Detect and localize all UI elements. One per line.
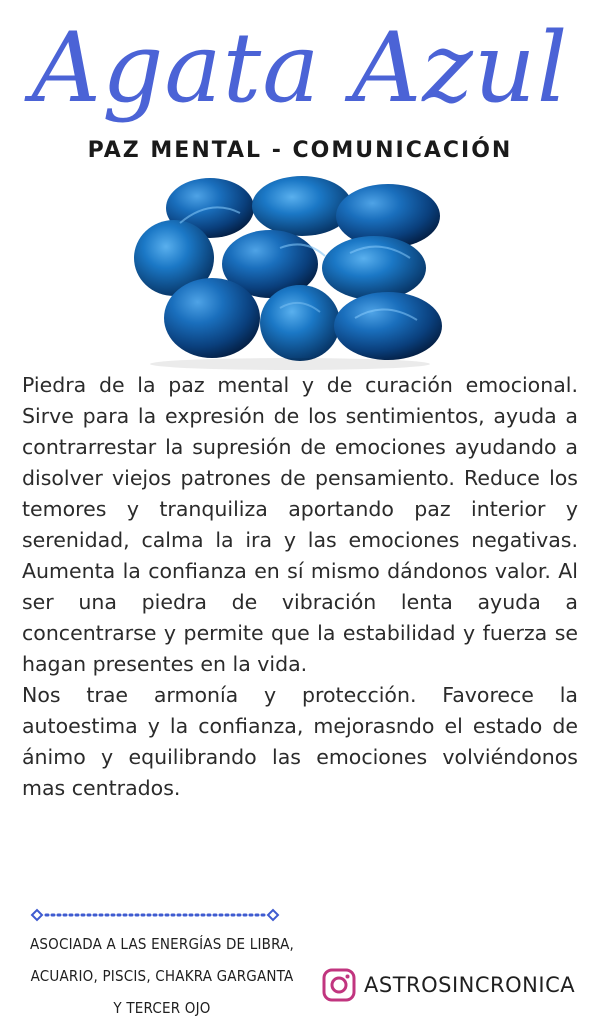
- zodiac-chakra-note: ASOCIADA A LAS ENERGÍAS DE LIBRA, ACUARIO, PISCIS, CHAKRA GARGANTA Y TERCER OJO: [29, 935, 295, 1017]
- description-paragraph-2: Nos trae armonía y protección. Favorece la autoestima y la confianza, mejorasndo el estado de ánimo y equilibrando las emociones volviéndonos mas centrados.: [22, 683, 578, 800]
- instagram-handle-text: ASTROSINCRONICA: [364, 973, 576, 997]
- page-title: Agata Azul: [31, 12, 569, 124]
- page-subtitle: PAZ MENTAL - COMUNICACIÓN: [87, 138, 513, 163]
- description-text: [22, 370, 578, 804]
- instagram-icon: [322, 968, 356, 1002]
- blue-agate-stones-image: [130, 168, 450, 373]
- description-paragraph-1: Piedra de la paz mental y de curación emocional. Sirve para la expresión de los sentimientos, ayuda a contrarrestar la supresión de emociones ayudando a disolver viejos patrones de pensamiento. Reduce los temores y tranquiliza aportando paz interior y serenidad, calma la ira y las emociones negativas. Aumenta la confianza en sí mismo dándonos valor. Al ser una piedra de vibración lenta ayuda a concentrarse y permite que la estabilidad y fuerza se hagan presentes en la vida.: [22, 373, 578, 676]
- instagram-handle[interactable]: [322, 968, 575, 1002]
- dotted-divider: [26, 904, 284, 926]
